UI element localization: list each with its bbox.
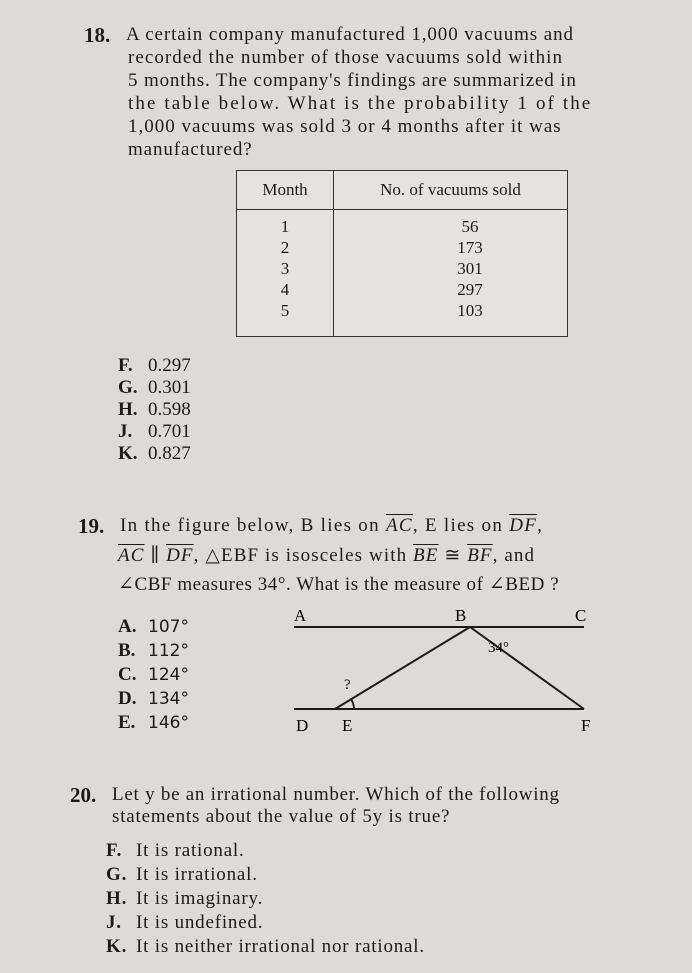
question-text-line: A certain company manufactured 1,000 vacuums and (126, 24, 574, 45)
table-header-sold: No. of vacuums sold (334, 171, 568, 210)
table-cell: 103 (457, 301, 483, 320)
table-header-month: Month (237, 171, 334, 210)
table-cell: 56 (461, 217, 479, 236)
answer-choice-k[interactable]: K. 0.827 (118, 443, 191, 464)
vacuum-sales-table (236, 170, 568, 337)
segment-df: $\overline{DF}$ (509, 515, 538, 536)
segment-ac: $\overline{AC}$ (385, 515, 413, 536)
answer-choice-h[interactable]: H. 0.598 (118, 399, 191, 420)
answer-choice-c[interactable]: C. 124° (118, 664, 189, 685)
question-text-line: ∠CBF measures 34°. What is the measure of ∠BED ? (118, 574, 560, 595)
label-d: D (296, 716, 309, 735)
question-number: 18. (84, 23, 111, 47)
segment-be (335, 627, 470, 709)
answer-choice-k[interactable]: K. It is neither irrational nor rational. (106, 936, 425, 957)
answer-choice-j[interactable]: J. 0.701 (118, 421, 191, 442)
answer-choice-a[interactable]: A. 107° (118, 616, 189, 637)
question-number: 20. (70, 783, 97, 807)
answer-choice-b[interactable]: B. 112° (118, 640, 189, 661)
sold-column (334, 210, 568, 337)
table-cell: 3 (280, 259, 290, 278)
answer-choice-d[interactable]: D. 134° (118, 688, 189, 709)
month-column (237, 210, 334, 337)
label-e: E (342, 716, 353, 735)
question-text-line: manufactured? (128, 139, 253, 160)
answer-choice-j[interactable]: J. It is undefined. (106, 912, 264, 933)
answer-choice-g[interactable]: G. It is irrational. (106, 864, 258, 885)
table-cell: 2 (280, 238, 290, 257)
question-text-line: the table below. What is the probability 1 of the (128, 93, 593, 114)
table-cell: 5 (280, 301, 290, 320)
answer-choice-e[interactable]: E. 146° (118, 712, 189, 733)
table-cell: 1 (280, 217, 290, 236)
question-text-line: 5 months. The company's findings are summarized in (128, 70, 577, 91)
table-cell: 4 (280, 280, 290, 299)
question-text-line: recorded the number of those vacuums sold within (128, 47, 564, 68)
answer-choice-f[interactable]: F. It is rational. (106, 840, 245, 861)
answer-choice-h[interactable]: H. It is imaginary. (106, 888, 264, 909)
label-f: F (581, 716, 591, 735)
label-b: B (455, 606, 467, 625)
angle-label-34: 34° (488, 640, 509, 656)
answer-choice-g[interactable]: G. 0.301 (118, 377, 191, 398)
answer-choice-f[interactable]: F. 0.297 (118, 355, 191, 376)
label-c: C (575, 606, 587, 625)
table-cell: 301 (457, 259, 483, 278)
angle-arc-bed (351, 699, 354, 709)
question-text-line: Let y be an irrational number. Which of the following (112, 784, 560, 805)
table-cell: 173 (457, 238, 483, 257)
question-text-line: In the figure below, B lies on $\overline{AC}$, E lies on $\overline{DF}$, (120, 515, 544, 536)
angle-label-unknown: ? (344, 677, 351, 693)
label-a: A (294, 606, 307, 625)
question-text-line: statements about the value of 5y is true? (112, 806, 451, 827)
question-number: 19. (78, 514, 105, 538)
question-text-line: $\overline{AC}$ ∥ $\overline{DF}$, △EBF is isosceles with $\overline{BE}$ ≅ $\overline{BF}$, and (118, 545, 536, 566)
table-cell: 297 (457, 280, 483, 299)
geometry-figure (280, 605, 610, 745)
question-text-line: 1,000 vacuums was sold 3 or 4 months after it was (128, 116, 562, 137)
